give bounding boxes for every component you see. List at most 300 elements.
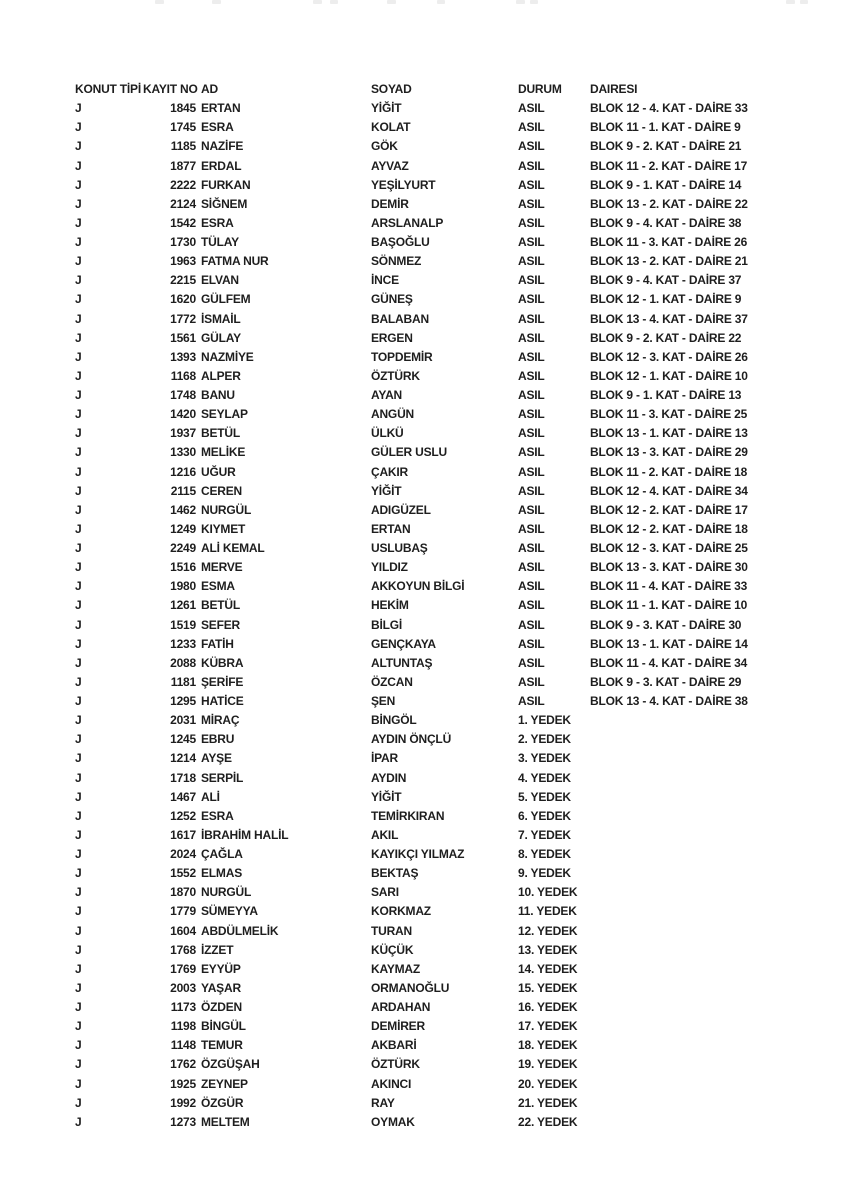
cell-dairesi: BLOK 9 - 2. KAT - DAİRE 22 [590,330,742,345]
table-row [75,807,775,826]
cell-durum: ASIL [518,655,545,670]
cell-kayit-no: 1198 [170,1019,196,1034]
scan-artifact-dash [530,0,538,4]
column-header-kayit-no: KAYIT NO [143,82,198,96]
cell-durum: ASIL [518,579,545,594]
cell-soyad: BALABAN [371,311,429,326]
cell-durum: ASIL [518,120,545,135]
cell-kayit-no: 1168 [170,368,196,383]
cell-kayit-no: 1748 [170,388,196,402]
cell-soyad: ERGEN [371,330,413,345]
cell-ad: NURGÜL [201,885,252,900]
cell-soyad: GENÇKAYA [371,636,436,651]
cell-konut-tipi: J [75,770,82,785]
table-row [75,443,775,462]
table-row [75,1055,775,1074]
cell-ad: BETÜL [201,598,240,613]
cell-soyad: ÇAKIR [371,464,408,479]
cell-ad: İZZET [201,942,234,957]
scan-artifact-dash [155,0,164,4]
cell-ad: BETÜL [201,426,240,441]
cell-dairesi: BLOK 12 - 4. KAT - DAİRE 33 [590,101,748,116]
cell-kayit-no: 1762 [170,1057,196,1072]
cell-kayit-no: 1216 [170,464,196,479]
table-body [75,99,775,1132]
cell-ad: ÇAĞLA [201,847,243,861]
table-row [75,348,775,367]
cell-soyad: KAYMAZ [371,961,421,976]
cell-konut-tipi: J [75,273,82,288]
cell-kayit-no: 1925 [170,1076,196,1091]
cell-konut-tipi: J [75,330,82,345]
cell-konut-tipi: J [75,579,82,594]
scan-artifact-dash [313,0,322,4]
cell-soyad: TEMİRKIRAN [371,808,445,823]
cell-konut-tipi: J [75,1076,82,1091]
cell-soyad: ARDAHAN [371,1000,431,1014]
table-row [75,902,775,921]
cell-ad: SİĞNEM [201,196,248,211]
cell-konut-tipi: J [75,1038,82,1053]
cell-konut-tipi: J [75,980,82,995]
cell-soyad: BEKTAŞ [371,866,419,881]
cell-dairesi: BLOK 9 - 3. KAT - DAİRE 30 [590,617,742,632]
cell-soyad: BİNGÖL [371,713,417,728]
cell-kayit-no: 1330 [170,445,196,460]
cell-ad: GÜLFEM [201,292,251,307]
table-row [75,233,775,252]
cell-durum: ASIL [518,560,545,575]
cell-konut-tipi: J [75,1019,82,1034]
cell-kayit-no: 1769 [170,961,196,976]
cell-dairesi: BLOK 12 - 3. KAT - DAİRE 26 [590,349,748,364]
cell-ad: İSMAİL [201,311,241,326]
cell-durum: ASIL [518,502,545,517]
cell-soyad: KAYIKÇI YILMAZ [371,847,465,861]
cell-konut-tipi: J [75,904,82,919]
cell-kayit-no: 1730 [170,235,196,249]
cell-soyad: ARSLANALP [371,215,444,230]
cell-kayit-no: 2024 [170,847,196,861]
cell-kayit-no: 1745 [170,120,196,135]
cell-dairesi: BLOK 13 - 1. KAT - DAİRE 13 [590,426,748,441]
cell-kayit-no: 1214 [170,751,196,766]
cell-ad: ÖZGÜŞAH [201,1057,260,1072]
cell-durum: ASIL [518,349,545,364]
table-row [75,386,775,405]
cell-soyad: AYAN [371,388,402,402]
table-row [75,1113,775,1132]
table-row [75,118,775,137]
cell-soyad: SARI [371,885,399,900]
cell-konut-tipi: J [75,885,82,900]
cell-kayit-no: 2003 [170,980,196,995]
table-row [75,290,775,309]
cell-durum: ASIL [518,407,545,422]
table-row [75,635,775,654]
cell-konut-tipi: J [75,139,82,154]
cell-soyad: KÜÇÜK [371,942,414,957]
cell-dairesi: BLOK 12 - 3. KAT - DAİRE 25 [590,541,748,555]
cell-konut-tipi: J [75,502,82,517]
table-row [75,883,775,902]
table-row [75,616,775,635]
table-row [75,769,775,788]
table-header-row [75,80,775,99]
table-row [75,99,775,118]
cell-durum: ASIL [518,388,545,402]
cell-soyad: DEMİRER [371,1019,425,1034]
table-row [75,137,775,156]
cell-ad: NAZMİYE [201,349,254,364]
cell-konut-tipi: J [75,942,82,957]
cell-konut-tipi: J [75,732,82,747]
cell-kayit-no: 1261 [170,598,196,613]
cell-konut-tipi: J [75,655,82,670]
cell-durum: ASIL [518,541,545,555]
cell-dairesi: BLOK 9 - 4. KAT - DAİRE 37 [590,273,742,288]
cell-konut-tipi: J [75,598,82,613]
cell-dairesi: BLOK 9 - 1. KAT - DAİRE 14 [590,177,742,192]
cell-ad: KIYMET [201,521,246,536]
cell-kayit-no: 2031 [170,713,196,728]
cell-konut-tipi: J [75,235,82,249]
cell-konut-tipi: J [75,311,82,326]
cell-konut-tipi: J [75,120,82,135]
cell-ad: MİRAÇ [201,713,240,728]
cell-durum: ASIL [518,636,545,651]
table-row [75,673,775,692]
cell-soyad: İNCE [371,273,399,288]
cell-ad: ZEYNEP [201,1076,248,1091]
cell-soyad: BİLGİ [371,617,402,632]
cell-soyad: BAŞOĞLU [371,235,430,249]
cell-durum: 12. YEDEK [518,923,578,938]
cell-dairesi: BLOK 11 - 2. KAT - DAİRE 18 [590,464,748,479]
cell-konut-tipi: J [75,713,82,728]
cell-konut-tipi: J [75,407,82,422]
table-row [75,367,775,386]
cell-ad: İBRAHİM HALİL [201,827,289,842]
cell-ad: NAZİFE [201,139,244,154]
table-row [75,922,775,941]
table-row [75,501,775,520]
table-row [75,941,775,960]
cell-konut-tipi: J [75,445,82,460]
cell-kayit-no: 1273 [170,1114,196,1129]
cell-durum: 4. YEDEK [518,770,571,785]
cell-soyad: ÖZTÜRK [371,368,420,383]
cell-ad: ABDÜLMELİK [201,923,279,938]
cell-kayit-no: 1620 [170,292,196,307]
cell-dairesi: BLOK 12 - 2. KAT - DAİRE 17 [590,502,748,517]
cell-dairesi: BLOK 13 - 3. KAT - DAİRE 29 [590,445,748,460]
cell-dairesi: BLOK 13 - 4. KAT - DAİRE 37 [590,311,748,326]
cell-dairesi: BLOK 11 - 2. KAT - DAİRE 17 [590,158,748,173]
cell-durum: ASIL [518,101,545,116]
cell-kayit-no: 1393 [170,349,196,364]
scan-artifact-dash [212,0,221,4]
cell-durum: 5. YEDEK [518,789,571,804]
cell-kayit-no: 1561 [170,330,196,345]
cell-konut-tipi: J [75,674,82,689]
table-row [75,329,775,348]
cell-kayit-no: 1233 [170,636,196,651]
cell-durum: ASIL [518,426,545,441]
cell-durum: ASIL [518,330,545,345]
cell-durum: 7. YEDEK [518,827,571,842]
cell-dairesi: BLOK 9 - 2. KAT - DAİRE 21 [590,139,742,154]
cell-konut-tipi: J [75,215,82,230]
cell-kayit-no: 1963 [170,254,196,269]
cell-kayit-no: 1980 [170,579,196,594]
cell-dairesi: BLOK 11 - 3. KAT - DAİRE 25 [590,407,748,422]
cell-ad: FURKAN [201,177,251,192]
cell-kayit-no: 1462 [170,502,196,517]
scan-artifact-dash [516,0,525,4]
table-row [75,711,775,730]
cell-kayit-no: 1542 [170,215,196,230]
cell-dairesi: BLOK 9 - 4. KAT - DAİRE 38 [590,215,742,230]
cell-dairesi: BLOK 13 - 2. KAT - DAİRE 21 [590,254,748,269]
table-row [75,577,775,596]
cell-durum: ASIL [518,674,545,689]
cell-kayit-no: 1870 [170,885,196,900]
cell-soyad: USLUBAŞ [371,541,428,555]
cell-ad: SEFER [201,617,241,632]
cell-durum: ASIL [518,177,545,192]
table-row [75,654,775,673]
cell-soyad: OYMAK [371,1114,415,1129]
table-row [75,826,775,845]
cell-ad: SÜMEYYA [201,904,258,919]
table-row [75,730,775,749]
cell-dairesi: BLOK 13 - 2. KAT - DAİRE 22 [590,196,748,211]
scan-artifact-dash [330,0,338,4]
cell-kayit-no: 1148 [170,1038,196,1053]
table-row [75,596,775,615]
cell-durum: 3. YEDEK [518,751,571,766]
cell-soyad: GÜNEŞ [371,292,413,307]
cell-kayit-no: 2222 [170,177,196,192]
cell-durum: ASIL [518,235,545,249]
cell-soyad: YILDIZ [371,560,408,575]
cell-kayit-no: 1718 [170,770,196,785]
cell-konut-tipi: J [75,560,82,575]
cell-kayit-no: 2088 [170,655,196,670]
cell-durum: 19. YEDEK [518,1057,578,1072]
table-row [75,252,775,271]
cell-durum: 17. YEDEK [518,1019,578,1034]
cell-soyad: AYDIN [371,770,407,785]
cell-durum: ASIL [518,694,545,708]
cell-dairesi: BLOK 11 - 3. KAT - DAİRE 26 [590,235,748,249]
table-row [75,271,775,290]
cell-kayit-no: 2215 [170,273,196,288]
column-header-ad: AD [201,82,218,96]
cell-kayit-no: 1779 [170,904,196,919]
cell-konut-tipi: J [75,751,82,766]
cell-ad: UĞUR [201,464,236,479]
cell-ad: MERVE [201,560,243,575]
cell-konut-tipi: J [75,789,82,804]
cell-ad: ALİ [201,789,220,804]
cell-ad: EBRU [201,732,235,747]
cell-konut-tipi: J [75,1000,82,1014]
cell-durum: 21. YEDEK [518,1095,578,1110]
cell-ad: ERDAL [201,158,242,173]
cell-soyad: AKBARİ [371,1038,417,1053]
cell-konut-tipi: J [75,292,82,307]
cell-dairesi: BLOK 11 - 4. KAT - DAİRE 33 [590,579,748,594]
cell-soyad: TURAN [371,923,412,938]
cell-durum: 9. YEDEK [518,866,571,881]
cell-soyad: ANGÜN [371,407,414,422]
cell-durum: ASIL [518,215,545,230]
cell-konut-tipi: J [75,177,82,192]
cell-soyad: AKKOYUN BİLGİ [371,579,465,594]
cell-durum: ASIL [518,273,545,288]
table-row [75,1017,775,1036]
cell-soyad: YİĞİT [371,789,402,804]
cell-ad: SERPİL [201,770,244,785]
cell-ad: ALİ KEMAL [201,541,265,555]
cell-soyad: TOPDEMİR [371,349,433,364]
table-row [75,1075,775,1094]
cell-dairesi: BLOK 12 - 1. KAT - DAİRE 9 [590,292,742,307]
cell-ad: ALPER [201,368,241,383]
cell-soyad: YİĞİT [371,483,402,498]
cell-durum: 18. YEDEK [518,1038,578,1053]
cell-ad: BİNGÜL [201,1019,246,1034]
cell-durum: 1. YEDEK [518,713,571,728]
cell-ad: ESRA [201,808,234,823]
cell-ad: ESRA [201,120,234,135]
cell-ad: TÜLAY [201,235,239,249]
cell-konut-tipi: J [75,426,82,441]
cell-dairesi: BLOK 11 - 4. KAT - DAİRE 34 [590,655,748,670]
table-row [75,214,775,233]
table-row [75,979,775,998]
cell-dairesi: BLOK 12 - 1. KAT - DAİRE 10 [590,368,748,383]
cell-ad: HATİCE [201,694,244,708]
cell-dairesi: BLOK 12 - 4. KAT - DAİRE 34 [590,483,748,498]
cell-konut-tipi: J [75,1095,82,1110]
column-header-soyad: SOYAD [371,82,412,96]
cell-konut-tipi: J [75,1057,82,1072]
cell-ad: ŞERİFE [201,674,244,689]
cell-soyad: KOLAT [371,120,411,135]
table-row [75,157,775,176]
cell-soyad: ORMANOĞLU [371,980,450,995]
cell-durum: 22. YEDEK [518,1114,578,1129]
table-row [75,845,775,864]
table-row [75,998,775,1017]
cell-kayit-no: 2115 [170,483,196,498]
cell-durum: ASIL [518,254,545,269]
table-row [75,692,775,711]
cell-kayit-no: 1772 [170,311,196,326]
cell-soyad: RAY [371,1095,395,1110]
table-row [75,1036,775,1055]
cell-konut-tipi: J [75,158,82,173]
cell-dairesi: BLOK 13 - 4. KAT - DAİRE 38 [590,694,748,708]
cell-kayit-no: 1845 [170,101,196,116]
cell-konut-tipi: J [75,349,82,364]
cell-ad: ESRA [201,215,234,230]
cell-soyad: ERTAN [371,521,411,536]
cell-soyad: ÜLKÜ [371,426,404,441]
table-row [75,960,775,979]
cell-konut-tipi: J [75,483,82,498]
cell-konut-tipi: J [75,827,82,842]
table-row [75,424,775,443]
cell-soyad: AYDIN ÖNÇLÜ [371,732,452,747]
table-row [75,749,775,768]
cell-kayit-no: 1181 [170,674,196,689]
cell-dairesi: BLOK 9 - 3. KAT - DAİRE 29 [590,674,742,689]
cell-ad: FATİH [201,636,234,651]
table-row [75,463,775,482]
cell-ad: GÜLAY [201,330,241,345]
cell-ad: FATMA NUR [201,254,269,269]
cell-soyad: KORKMAZ [371,904,431,919]
table-row [75,558,775,577]
cell-soyad: GÖK [371,139,398,154]
cell-konut-tipi: J [75,541,82,555]
cell-kayit-no: 1420 [170,407,196,422]
cell-ad: ERTAN [201,101,241,116]
cell-ad: ELMAS [201,866,243,881]
cell-durum: ASIL [518,598,545,613]
cell-konut-tipi: J [75,694,82,708]
table-row [75,864,775,883]
cell-soyad: GÜLER USLU [371,445,448,460]
cell-ad: BANU [201,388,235,402]
cell-dairesi: BLOK 11 - 1. KAT - DAİRE 9 [590,120,741,135]
cell-dairesi: BLOK 12 - 2. KAT - DAİRE 18 [590,521,748,536]
scan-artifact-dash [786,0,795,4]
cell-konut-tipi: J [75,521,82,536]
cell-kayit-no: 1249 [170,521,196,536]
column-header-durum: DURUM [518,82,562,96]
cell-konut-tipi: J [75,636,82,651]
cell-kayit-no: 1173 [170,1000,196,1014]
scan-artifact-dash [437,0,445,4]
cell-durum: 2. YEDEK [518,732,571,747]
cell-kayit-no: 1245 [170,732,196,747]
cell-soyad: YİĞİT [371,101,402,116]
cell-durum: 10. YEDEK [518,885,578,900]
cell-durum: 11. YEDEK [518,904,577,919]
table-row [75,405,775,424]
cell-kayit-no: 1768 [170,942,196,957]
table-row [75,520,775,539]
cell-konut-tipi: J [75,196,82,211]
cell-ad: ÖZGÜR [201,1095,244,1110]
cell-ad: ELVAN [201,273,239,288]
cell-soyad: İPAR [371,751,398,766]
column-header-dairesi: DAIRESI [590,82,638,96]
cell-durum: ASIL [518,158,545,173]
cell-kayit-no: 1252 [170,808,196,823]
cell-durum: 8. YEDEK [518,847,571,861]
cell-durum: 13. YEDEK [518,942,578,957]
cell-soyad: AYVAZ [371,158,409,173]
cell-kayit-no: 1516 [170,560,196,575]
cell-ad: SEYLAP [201,407,248,422]
cell-ad: ÖZDEN [201,1000,243,1014]
